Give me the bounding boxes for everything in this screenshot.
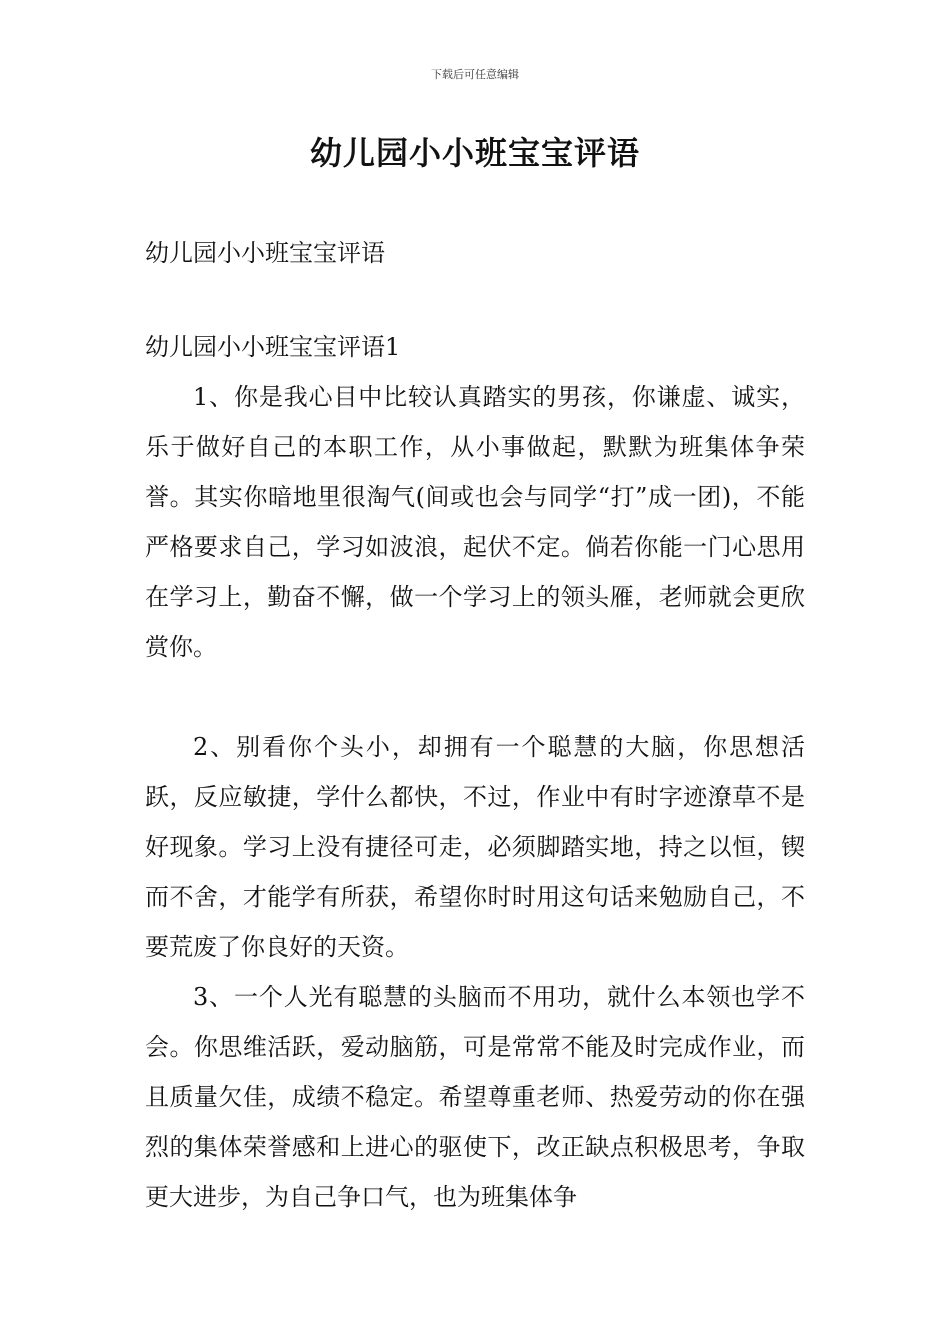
comment-paragraph-3: 3、一个人光有聪慧的头脑而不用功，就什么本领也学不会。你思维活跃，爱动脑筋，可是常常不能及时完成作业，而且质量欠佳，成绩不稳定。希望尊重老师、热爱劳动的你在强烈的集体荣誉感和上进心的驱使下，改正缺点积极思考，争取更大进步，为自己争口气，也为班集体争 [145, 983, 805, 1211]
comment-paragraph-1: 1、你是我心目中比较认真踏实的男孩，你谦虚、诚实，乐于做好自己的本职工作，从小事做起，默默为班集体争荣誉。其实你暗地里很淘气(间或也会与同学“打”成一团)，不能严格要求自己，学习如波浪，起伏不定。倘若你能一门心思用在学习上，勤奋不懈，做一个学习上的领头雁，老师就会更欣赏你。 [145, 383, 805, 661]
subtitle: 幼儿园小小班宝宝评语 [145, 239, 385, 267]
comment-paragraph-2: 2、别看你个头小，却拥有一个聪慧的大脑，你思想活跃，反应敏捷，学什么都快，不过，作业中有时字迹潦草不是好现象。学习上没有捷径可走，必须脚踏实地，持之以恒，锲而不舍，才能学有所获，希望你时时用这句话来勉励自己，不要荒废了你良好的天资。 [145, 733, 805, 961]
document-title: 幼儿园小小班宝宝评语 [309, 134, 640, 172]
document-body [145, 228, 805, 1222]
header-note: 下载后可任意编辑 [431, 68, 519, 81]
section-heading: 幼儿园小小班宝宝评语1 [145, 333, 401, 361]
